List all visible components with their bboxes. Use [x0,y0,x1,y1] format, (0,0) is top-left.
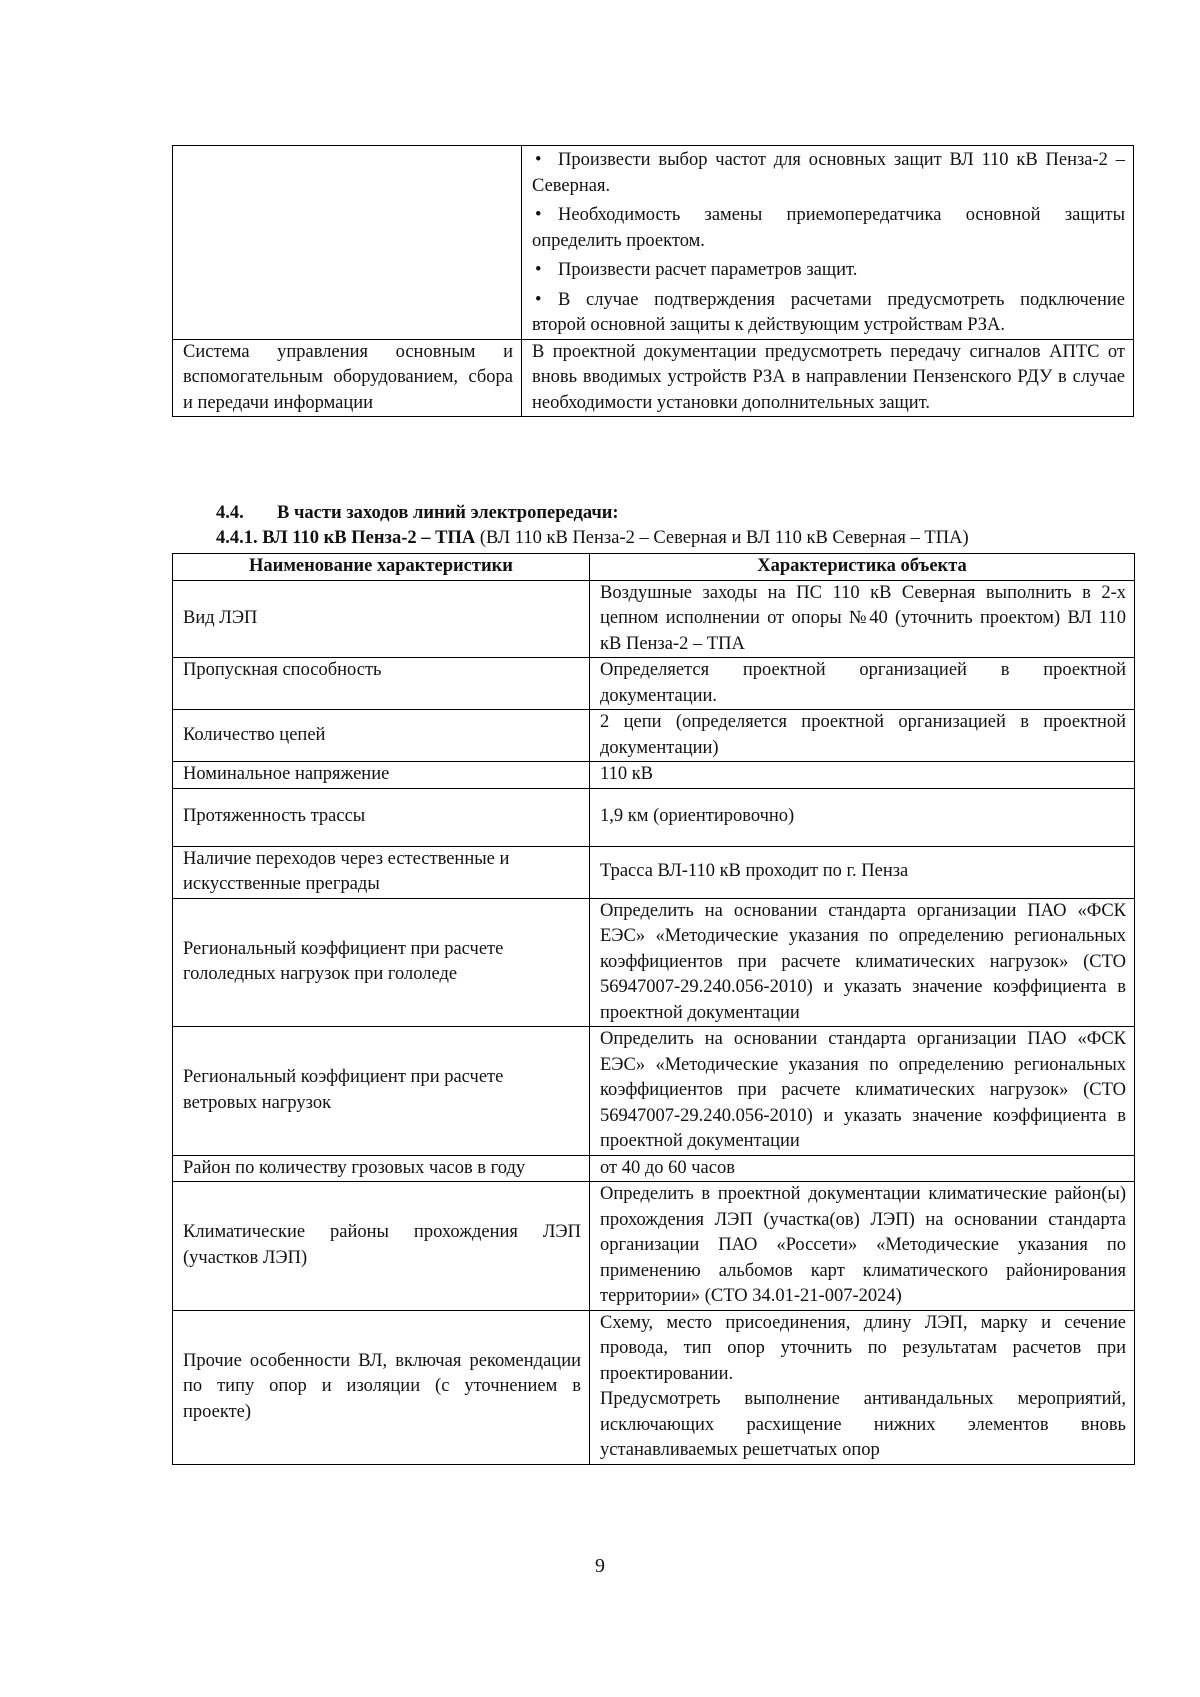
section-heading [216,503,619,524]
table-cell-value: В проектной документации предусмотреть передачу сигналов АПТС от вновь вводимых устройств РЗА в направлении Пензенского РДУ в случае необходимости установки дополнительных защит. [522,339,1134,417]
row-name: Пропускная способность [173,658,590,710]
row-value: 1,9 км (ориентировочно) [590,788,1135,846]
bullet-icon: • [535,150,542,170]
row-value: 2 цепи (определяется проектной организацией в проектной документации) [590,710,1135,762]
bullet-icon: • [535,260,542,280]
subsection-note: (ВЛ 110 кВ Пенза-2 – Северная и ВЛ 110 кВ Северная – ТПА) [475,528,969,548]
list-item [532,258,1125,284]
table-row [173,658,1135,710]
row-value: Определяется проектной организацией в проектной документации. [590,658,1135,710]
table-row [173,339,1134,417]
row-name: Количество цепей [173,710,590,762]
column-header: Характеристика объекта [590,554,1135,581]
row-value-extra: Предусмотреть выполнение антивандальных мероприятий, исключающих расхищение нижних элементов вновь устанавливаемых решетчатых опор [600,1389,1126,1460]
row-name: Вид ЛЭП [173,580,590,658]
row-value: 110 кВ [590,762,1135,789]
row-value-cell [590,1310,1135,1464]
row-name: Региональный коэффициент при расчете ветровых нагрузок [173,1027,590,1156]
list-item-text: Необходимость замены приемопередатчика основной защиты определить проектом. [532,205,1125,251]
table-cell-bullets [522,146,1134,340]
list-item-text: В случае подтверждения расчетами предусмотреть подключение второй основной защиты к действующим устройствам РЗА. [532,289,1125,335]
table-row [173,898,1135,1027]
list-item-text: Произвести выбор частот для основных защит ВЛ 110 кВ Пенза-2 – Северная. [532,150,1125,196]
table-cell-empty [173,146,522,340]
row-value: от 40 до 60 часов [590,1155,1135,1182]
row-value: Воздушные заходы на ПС 110 кВ Северная выполнить в 2-х цепном исполнении от опоры №40 (уточнить проектом) ВЛ 110 кВ Пенза-2 – ТПА [590,580,1135,658]
list-item [532,148,1125,199]
row-name: Протяженность трассы [173,788,590,846]
row-name: Номинальное напряжение [173,762,590,789]
page-number: 9 [595,1555,605,1577]
list-item [532,203,1125,254]
row-name: Наличие переходов через естественные и искусственные преграды [173,846,590,898]
list-item [532,288,1125,339]
table-row [173,788,1135,846]
column-header: Наименование характеристики [173,554,590,581]
section-title: В части заходов линий электропередачи: [277,503,619,523]
table-row [173,1027,1135,1156]
row-name: Климатические районы прохождения ЛЭП (участков ЛЭП) [173,1182,590,1311]
subsection-heading [216,528,969,549]
row-name: Прочие особенности ВЛ, включая рекомендации по типу опор и изоляции (с уточнением в проекте) [173,1310,590,1464]
requirements-table-continued [172,145,1134,417]
table-cell-name: Система управления основным и вспомогательным оборудованием, сбора и передачи информации [173,339,522,417]
table-row [173,580,1135,658]
list-item-text: Произвести расчет параметров защит. [558,260,858,280]
characteristics-table [172,553,1135,1465]
subsection-title: 4.4.1. ВЛ 110 кВ Пенза-2 – ТПА [216,528,476,548]
row-value: Схему, место присоединения, длину ЛЭП, марку и сечение провода, тип опор уточнить по результатам расчетов при проектировании. [600,1312,1126,1384]
table-row [173,1310,1135,1464]
table-row [173,710,1135,762]
table-row [173,846,1135,898]
bullet-icon: • [535,289,542,310]
table-header-row [173,554,1135,581]
table-row [173,1182,1135,1311]
table-row [173,762,1135,789]
row-name: Район по количеству грозовых часов в году [173,1155,590,1182]
table-row [173,1155,1135,1182]
section-number: 4.4. [216,503,244,523]
row-name: Региональный коэффициент при расчете гололедных нагрузок при гололеде [173,898,590,1027]
table-row [173,146,1134,340]
row-value: Определить на основании стандарта организации ПАО «ФСК ЕЭС» «Методические указания по определению региональных коэффициентов при расчете климатических нагрузок» (СТО 56947007-29.240.056-2010) и указать значение коэффициента в проектной документации [590,898,1135,1027]
bullet-icon: • [535,205,542,225]
row-value: Определить на основании стандарта организации ПАО «ФСК ЕЭС» «Методические указания по определению региональных коэффициентов при расчете климатических нагрузок» (СТО 56947007-29.240.056-2010) и указать значение коэффициента в проектной документации [590,1027,1135,1156]
row-value: Определить в проектной документации климатические район(ы) прохождения ЛЭП (участка(ов) ЛЭП) на основании стандарта организации ПАО «Россети» «Методические указания по применению альбомов карт климатического районирования территории» (СТО 34.01-21-007-2024) [590,1182,1135,1311]
row-value: Трасса ВЛ-110 кВ проходит по г. Пенза [590,846,1135,898]
